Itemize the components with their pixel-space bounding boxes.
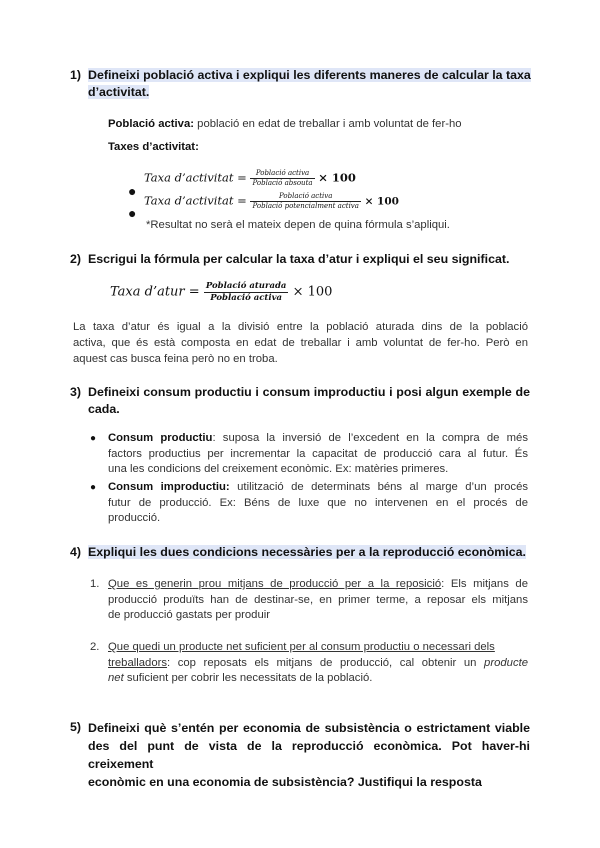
bullet-dot: ●	[90, 482, 97, 493]
unproductive-label: Consum improductiu:	[108, 481, 230, 493]
bullet-dot: ●	[128, 183, 137, 199]
question-1-line-1: Defineixi població activa i expliqui les diferents maneres de calcular la taxa	[88, 68, 531, 82]
condition-text: : cop reposats els mitjans de producció, cal obtenir un	[167, 656, 477, 669]
condition-2-title-line-2: treballadors	[108, 656, 168, 669]
question-4-text: Expliqui les dues condicions necessàries per a la reproducció econòmica.	[88, 545, 526, 559]
definition-line	[108, 117, 462, 133]
paragraph-line: La taxa d’atur és igual a la divisió entre la població aturada dins de la població	[73, 321, 528, 333]
condition-2	[108, 640, 528, 687]
condition-text: : Els mitjans de	[441, 578, 528, 590]
formula-note: *Resultat no serà el mateix depen de quina fórmula s’apliqui.	[146, 219, 450, 231]
definition-text: població en edat de treballar i amb voluntat de fer-ho	[197, 118, 462, 130]
bullet-text: : suposa la inversió de l’excedent en la compra de més	[212, 432, 528, 444]
condition-text: de producció gastats per produir	[108, 609, 271, 621]
question-number: 5)	[70, 720, 82, 734]
formula-2	[144, 193, 399, 210]
bullet-text: futur de producció. Ex: Béns de luxe que no intervenen en el procés de	[108, 496, 528, 509]
unemployment-explanation	[73, 319, 528, 367]
question-number: 1)	[70, 68, 82, 82]
formula-2-multiplier: × 100	[364, 195, 399, 208]
productive-label: Consum productiu	[108, 432, 213, 444]
formula-1-numerator: Població activa	[250, 170, 314, 179]
condition-text: suficient per cobrir les necessitats de la població.	[123, 672, 373, 684]
bullet-text: producció.	[108, 512, 161, 524]
question-number: 2)	[70, 252, 82, 266]
unemployment-denominator: Població activa	[210, 292, 283, 303]
formula-2-denominator: Població potencialment activa	[252, 202, 359, 210]
unemployment-multiplier: × 100	[292, 284, 333, 300]
list-number: 1.	[90, 578, 100, 590]
question-2-text: Escrigui la fórmula per calcular la taxa d’atur i expliqui el seu significat.	[88, 252, 510, 266]
question-5-line-2: des del punt de vista de la reproducció econòmica. Pot haver-hi creixement	[88, 739, 530, 771]
formula-1-multiplier: × 100	[318, 170, 356, 185]
list-number: 2.	[90, 641, 100, 653]
question-3-line-2: cada.	[88, 402, 120, 416]
formula-2-fraction	[250, 193, 360, 210]
condition-2-title-line-1: Que quedi un producte net suficient per al consum productiu o necessari dels	[108, 641, 495, 653]
formula-1-fraction	[250, 170, 314, 187]
question-number: 3)	[70, 385, 82, 399]
rates-label: Taxes d’activitat:	[108, 141, 199, 153]
unemployment-lhs: Taxa d’atur =	[110, 284, 200, 300]
unemployment-numerator: Població aturada	[205, 281, 287, 291]
productive-consumption	[108, 431, 528, 478]
question-number: 4)	[70, 545, 82, 559]
formula-unemployment	[110, 282, 332, 302]
definition-label: Població activa:	[108, 118, 195, 130]
paragraph-line: aquest cas busca feina però no en troba.	[73, 353, 278, 365]
bullet-text: factors productius per incrementar la capacitat de producció cara al futur. És	[108, 447, 528, 460]
condition-emphasis: net	[108, 672, 124, 684]
question-3-line-1: Defineixi consum productiu i consum improductiu i posi algun exemple de	[88, 385, 530, 399]
condition-emphasis: producte	[484, 656, 529, 669]
bullet-text: utilització de determinats béns al marge d’un procés	[229, 481, 529, 493]
bullet-dot: ●	[128, 205, 137, 221]
formula-1	[144, 170, 356, 187]
formula-1-lhs: Taxa d’activitat =	[144, 170, 247, 185]
formula-2-lhs: Taxa d’activitat =	[144, 193, 247, 208]
unemployment-fraction	[204, 282, 289, 302]
question-5-line-1: Defineixi què s’entén per economia de subsistència o estrictament viable	[88, 721, 530, 735]
bullet-dot: ●	[90, 433, 97, 444]
formula-1-denominator: Població absouta	[252, 179, 313, 187]
condition-text: producció produïts han de destinar-se, en primer terme, a reposar els mitjans	[108, 593, 528, 606]
bullet-text: una les condicions del creixement econòmic. Ex: matèries primeres.	[108, 463, 449, 475]
question-5-line-3: econòmic en una economia de subsistència? Justifiqui la resposta	[88, 775, 482, 789]
unproductive-consumption	[108, 480, 528, 527]
condition-1	[108, 577, 528, 624]
question-1-line-2: d’activitat.	[88, 85, 150, 99]
formula-2-numerator: Població activa	[250, 193, 360, 202]
paragraph-line: activa, que és està composta en edat de treballar i amb voluntat de fer-ho. Però en	[73, 337, 528, 349]
condition-1-title: Que es generin prou mitjans de producció per a la reposició	[108, 578, 442, 590]
